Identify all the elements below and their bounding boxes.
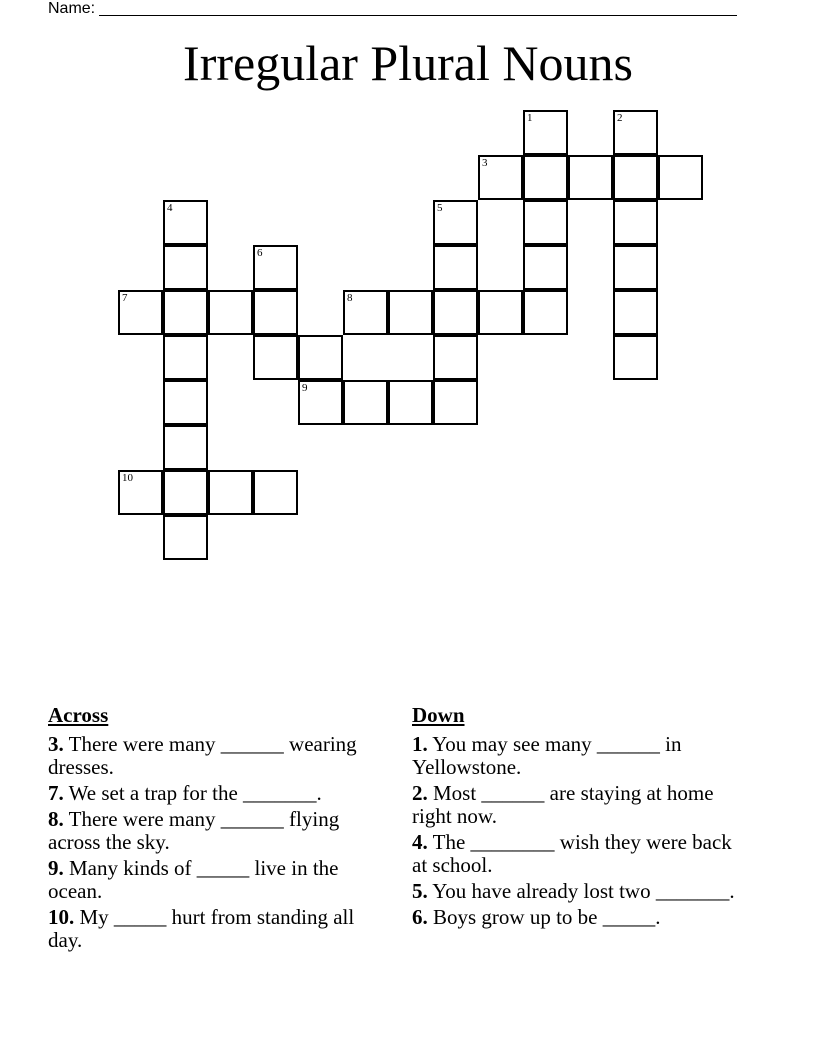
clue-text: Many kinds of _____ live in the ocean. xyxy=(48,856,339,903)
grid-cell[interactable] xyxy=(433,290,478,335)
clue-number: 8. xyxy=(48,807,64,831)
grid-cell[interactable] xyxy=(163,200,208,245)
grid-cell[interactable] xyxy=(523,110,568,155)
grid-cell[interactable] xyxy=(163,425,208,470)
cell-number: 1 xyxy=(527,112,533,124)
grid-cell[interactable] xyxy=(163,515,208,560)
clue-text: There were many ______ wearing dresses. xyxy=(48,732,357,779)
grid-cell[interactable] xyxy=(298,335,343,380)
clue-across-3 xyxy=(48,733,378,779)
clue-text: You have already lost two _______. xyxy=(432,879,735,903)
grid-cell[interactable] xyxy=(253,335,298,380)
grid-cell[interactable] xyxy=(163,380,208,425)
grid-cell[interactable] xyxy=(118,290,163,335)
grid-cell[interactable] xyxy=(478,155,523,200)
grid-cell[interactable] xyxy=(298,380,343,425)
grid-cell[interactable] xyxy=(613,155,658,200)
grid-cell[interactable] xyxy=(208,470,253,515)
cell-number: 8 xyxy=(347,292,353,304)
clue-across-8 xyxy=(48,808,378,854)
clue-number: 2. xyxy=(412,781,428,805)
across-clues xyxy=(48,704,378,955)
clue-down-5 xyxy=(412,880,742,903)
across-heading: Across xyxy=(48,703,109,727)
grid-cell[interactable] xyxy=(613,335,658,380)
clue-number: 10. xyxy=(48,905,75,929)
grid-cell[interactable] xyxy=(613,110,658,155)
clue-across-7 xyxy=(48,782,378,805)
grid-cell[interactable] xyxy=(523,245,568,290)
name-label: Name: xyxy=(48,0,96,17)
grid-cell[interactable] xyxy=(523,290,568,335)
grid-cell[interactable] xyxy=(433,380,478,425)
clue-text: The ________ wish they were back at school. xyxy=(412,830,732,877)
grid-cell[interactable] xyxy=(163,245,208,290)
clue-across-9 xyxy=(48,857,378,903)
clue-text: Most ______ are staying at home right now. xyxy=(412,781,714,828)
clue-down-2 xyxy=(412,782,742,828)
grid-cell[interactable] xyxy=(613,245,658,290)
clue-number: 1. xyxy=(412,732,428,756)
grid-cell[interactable] xyxy=(163,470,208,515)
grid-cell[interactable] xyxy=(343,290,388,335)
grid-cell[interactable] xyxy=(523,200,568,245)
grid-cell[interactable] xyxy=(433,200,478,245)
grid-cell[interactable] xyxy=(388,380,433,425)
cell-number: 5 xyxy=(437,202,443,214)
clue-number: 3. xyxy=(48,732,64,756)
clue-number: 6. xyxy=(412,905,428,929)
clue-down-4 xyxy=(412,831,742,877)
clue-down-6 xyxy=(412,906,742,929)
cell-number: 3 xyxy=(482,157,488,169)
clue-number: 4. xyxy=(412,830,428,854)
clue-across-10 xyxy=(48,906,378,952)
page-title: Irregular Plural Nouns xyxy=(183,35,633,91)
clue-text: There were many ______ flying across the sky. xyxy=(48,807,340,854)
clue-number: 9. xyxy=(48,856,64,880)
clue-text: My _____ hurt from standing all day. xyxy=(48,905,355,952)
clue-down-1 xyxy=(412,733,742,779)
grid-cell[interactable] xyxy=(388,290,433,335)
clue-text: We set a trap for the _______. xyxy=(68,781,322,805)
grid-cell[interactable] xyxy=(163,335,208,380)
cell-number: 4 xyxy=(167,202,173,214)
cell-number: 7 xyxy=(122,292,128,304)
clue-number: 5. xyxy=(412,879,428,903)
grid-cell[interactable] xyxy=(253,470,298,515)
grid-cell[interactable] xyxy=(433,245,478,290)
grid-cell[interactable] xyxy=(613,200,658,245)
grid-cell[interactable] xyxy=(208,290,253,335)
cell-number: 10 xyxy=(122,472,133,484)
grid-cell[interactable] xyxy=(253,290,298,335)
cell-number: 2 xyxy=(617,112,623,124)
grid-cell[interactable] xyxy=(568,155,613,200)
grid-cell[interactable] xyxy=(613,290,658,335)
grid-cell[interactable] xyxy=(658,155,703,200)
grid-cell[interactable] xyxy=(523,155,568,200)
cell-number: 6 xyxy=(257,247,263,259)
grid-cell[interactable] xyxy=(163,290,208,335)
down-clues xyxy=(412,704,742,932)
grid-cell[interactable] xyxy=(478,290,523,335)
grid-cell[interactable] xyxy=(433,335,478,380)
clue-text: You may see many ______ in Yellowstone. xyxy=(412,732,682,779)
down-heading: Down xyxy=(412,703,465,727)
cell-number: 9 xyxy=(302,382,308,394)
grid-cell[interactable] xyxy=(253,245,298,290)
grid-cell[interactable] xyxy=(118,470,163,515)
clue-number: 7. xyxy=(48,781,64,805)
clue-text: Boys grow up to be _____. xyxy=(433,905,661,929)
grid-cell[interactable] xyxy=(343,380,388,425)
